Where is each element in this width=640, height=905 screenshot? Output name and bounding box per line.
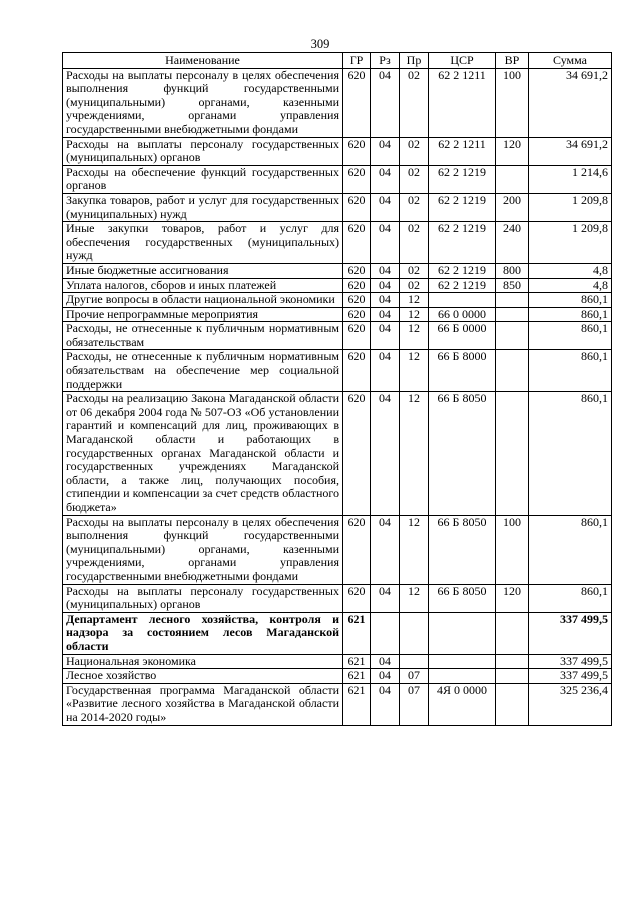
cell-vr: 100: [496, 68, 529, 137]
cell-csr: 66 Б 0000: [429, 322, 496, 350]
cell-gr: 620: [343, 584, 371, 612]
cell-csr: 62 2 1219: [429, 278, 496, 293]
cell-gr: 620: [343, 293, 371, 308]
cell-name: Расходы на выплаты персоналу государственных (муниципальных) органов: [63, 137, 343, 165]
cell-csr: 62 2 1219: [429, 193, 496, 221]
cell-name: Иные закупки товаров, работ и услуг для обеспечения государственных (муниципальных) нужд: [63, 222, 343, 264]
cell-pr: 02: [400, 222, 429, 264]
cell-gr: 620: [343, 307, 371, 322]
table-row: [63, 307, 612, 322]
cell-vr: 850: [496, 278, 529, 293]
table-row: [63, 322, 612, 350]
cell-csr: 66 Б 8050: [429, 515, 496, 584]
cell-name: Лесное хозяйство: [63, 669, 343, 684]
cell-sum: 337 499,5: [529, 654, 612, 669]
cell-sum: 34 691,2: [529, 68, 612, 137]
cell-rz: 04: [371, 654, 400, 669]
cell-csr: 4Я 0 0000: [429, 683, 496, 725]
cell-vr: [496, 612, 529, 654]
table-row: [63, 278, 612, 293]
cell-name: Национальная экономика: [63, 654, 343, 669]
cell-csr: 62 2 1219: [429, 222, 496, 264]
table-row: [63, 137, 612, 165]
table-row: [63, 193, 612, 221]
cell-sum: 337 499,5: [529, 612, 612, 654]
cell-csr: 66 0 0000: [429, 307, 496, 322]
cell-pr: 12: [400, 307, 429, 322]
cell-rz: 04: [371, 222, 400, 264]
header-gr: ГР: [343, 53, 371, 69]
cell-gr: 621: [343, 683, 371, 725]
cell-name: Уплата налогов, сборов и иных платежей: [63, 278, 343, 293]
cell-vr: [496, 683, 529, 725]
cell-vr: 120: [496, 584, 529, 612]
cell-rz: 04: [371, 683, 400, 725]
cell-rz: 04: [371, 278, 400, 293]
cell-gr: 620: [343, 322, 371, 350]
cell-csr: 66 Б 8050: [429, 392, 496, 515]
cell-vr: [496, 322, 529, 350]
table-row: [63, 68, 612, 137]
cell-name: Прочие непрограммные мероприятия: [63, 307, 343, 322]
cell-vr: 100: [496, 515, 529, 584]
cell-sum: 34 691,2: [529, 137, 612, 165]
cell-csr: 66 Б 8000: [429, 350, 496, 392]
cell-name: Департамент лесного хозяйства, контроля и надзора за состоянием лесов Магаданской области: [63, 612, 343, 654]
cell-sum: 860,1: [529, 584, 612, 612]
cell-name: Расходы, не отнесенные к публичным нормативным обязательствам на обеспечение мер социальной поддержки: [63, 350, 343, 392]
cell-pr: 12: [400, 584, 429, 612]
header-sum: Сумма: [529, 53, 612, 69]
cell-name: Расходы на выплаты персоналу в целях обеспечения выполнения функций государственными (муниципальными) органами, казенными учреждениями, органами управления государственными внебюджетными фондами: [63, 515, 343, 584]
table-header-row: [63, 53, 612, 69]
cell-vr: [496, 669, 529, 684]
table-row: [63, 669, 612, 684]
cell-vr: 240: [496, 222, 529, 264]
cell-pr: 02: [400, 263, 429, 278]
cell-rz: 04: [371, 263, 400, 278]
cell-gr: 620: [343, 193, 371, 221]
cell-pr: 02: [400, 278, 429, 293]
cell-pr: 07: [400, 683, 429, 725]
cell-rz: 04: [371, 515, 400, 584]
cell-pr: 02: [400, 137, 429, 165]
cell-rz: 04: [371, 350, 400, 392]
cell-gr: 620: [343, 68, 371, 137]
cell-pr: 02: [400, 193, 429, 221]
cell-name: Расходы на выплаты персоналу государственных (муниципальных) органов: [63, 584, 343, 612]
cell-pr: 12: [400, 392, 429, 515]
cell-gr: 620: [343, 137, 371, 165]
cell-sum: 860,1: [529, 322, 612, 350]
table-row: [63, 293, 612, 308]
cell-rz: 04: [371, 584, 400, 612]
cell-csr: [429, 654, 496, 669]
budget-table: [62, 52, 612, 726]
cell-vr: 800: [496, 263, 529, 278]
table-row: [63, 392, 612, 515]
header-name: Наименование: [63, 53, 343, 69]
cell-rz: 04: [371, 322, 400, 350]
cell-csr: 62 2 1219: [429, 165, 496, 193]
cell-rz: 04: [371, 193, 400, 221]
cell-gr: 621: [343, 612, 371, 654]
cell-rz: 04: [371, 669, 400, 684]
cell-rz: 04: [371, 293, 400, 308]
cell-pr: 12: [400, 293, 429, 308]
cell-rz: 04: [371, 137, 400, 165]
cell-pr: 12: [400, 322, 429, 350]
cell-sum: 1 209,8: [529, 222, 612, 264]
cell-vr: 120: [496, 137, 529, 165]
header-rz: Рз: [371, 53, 400, 69]
cell-pr: [400, 654, 429, 669]
cell-csr: [429, 669, 496, 684]
table-row: [63, 584, 612, 612]
cell-name: Закупка товаров, работ и услуг для государственных (муниципальных) нужд: [63, 193, 343, 221]
header-csr: ЦСР: [429, 53, 496, 69]
cell-name: Расходы, не отнесенные к публичным нормативным обязательствам: [63, 322, 343, 350]
cell-sum: 860,1: [529, 293, 612, 308]
cell-vr: 200: [496, 193, 529, 221]
cell-name: Другие вопросы в области национальной экономики: [63, 293, 343, 308]
cell-gr: 620: [343, 278, 371, 293]
table-row: [63, 165, 612, 193]
cell-vr: [496, 165, 529, 193]
cell-gr: 621: [343, 669, 371, 684]
cell-vr: [496, 654, 529, 669]
cell-gr: 620: [343, 222, 371, 264]
cell-gr: 620: [343, 515, 371, 584]
cell-rz: 04: [371, 165, 400, 193]
cell-gr: 620: [343, 263, 371, 278]
cell-name: Иные бюджетные ассигнования: [63, 263, 343, 278]
cell-vr: [496, 350, 529, 392]
table-row: [63, 263, 612, 278]
table-row: [63, 654, 612, 669]
page-number: 309: [310, 37, 330, 51]
cell-sum: 860,1: [529, 515, 612, 584]
cell-gr: 620: [343, 165, 371, 193]
cell-csr: 66 Б 8050: [429, 584, 496, 612]
cell-pr: [400, 612, 429, 654]
header-pr: Пр: [400, 53, 429, 69]
cell-name: Расходы на реализацию Закона Магаданской области от 06 декабря 2004 года № 507-ОЗ «Об установлении гарантий и компенсаций для лиц, проживающих в Магаданской области и работающих в государственных органах Магаданской области и государственных учреждениях Магаданской области, а также лиц, получающих пособия, стипендии и компенсации за счет средств областного бюджета»: [63, 392, 343, 515]
cell-rz: 04: [371, 68, 400, 137]
cell-vr: [496, 307, 529, 322]
cell-name: Расходы на выплаты персоналу в целях обеспечения выполнения функций государственными (муниципальными) органами, казенными учреждениями, органами управления государственными внебюджетными фондами: [63, 68, 343, 137]
cell-sum: 1 209,8: [529, 193, 612, 221]
table-row: [63, 350, 612, 392]
cell-pr: 02: [400, 165, 429, 193]
cell-sum: 860,1: [529, 307, 612, 322]
header-vr: ВР: [496, 53, 529, 69]
cell-vr: [496, 392, 529, 515]
cell-sum: 325 236,4: [529, 683, 612, 725]
table-row: [63, 515, 612, 584]
cell-csr: 62 2 1211: [429, 137, 496, 165]
cell-pr: 12: [400, 350, 429, 392]
cell-gr: 620: [343, 350, 371, 392]
cell-sum: 4,8: [529, 278, 612, 293]
cell-name: Расходы на обеспечение функций государственных органов: [63, 165, 343, 193]
cell-pr: 12: [400, 515, 429, 584]
cell-sum: 4,8: [529, 263, 612, 278]
cell-csr: [429, 293, 496, 308]
cell-pr: 07: [400, 669, 429, 684]
cell-gr: 621: [343, 654, 371, 669]
table-row: [63, 222, 612, 264]
cell-sum: 337 499,5: [529, 669, 612, 684]
cell-pr: 02: [400, 68, 429, 137]
cell-vr: [496, 293, 529, 308]
cell-sum: 1 214,6: [529, 165, 612, 193]
table-row: [63, 612, 612, 654]
cell-rz: 04: [371, 392, 400, 515]
table-row: [63, 683, 612, 725]
cell-csr: 62 2 1219: [429, 263, 496, 278]
cell-csr: 62 2 1211: [429, 68, 496, 137]
cell-rz: 04: [371, 307, 400, 322]
cell-name: Государственная программа Магаданской области «Развитие лесного хозяйства в Магаданской области на 2014-2020 годы»: [63, 683, 343, 725]
cell-sum: 860,1: [529, 350, 612, 392]
cell-rz: [371, 612, 400, 654]
cell-gr: 620: [343, 392, 371, 515]
cell-sum: 860,1: [529, 392, 612, 515]
cell-csr: [429, 612, 496, 654]
